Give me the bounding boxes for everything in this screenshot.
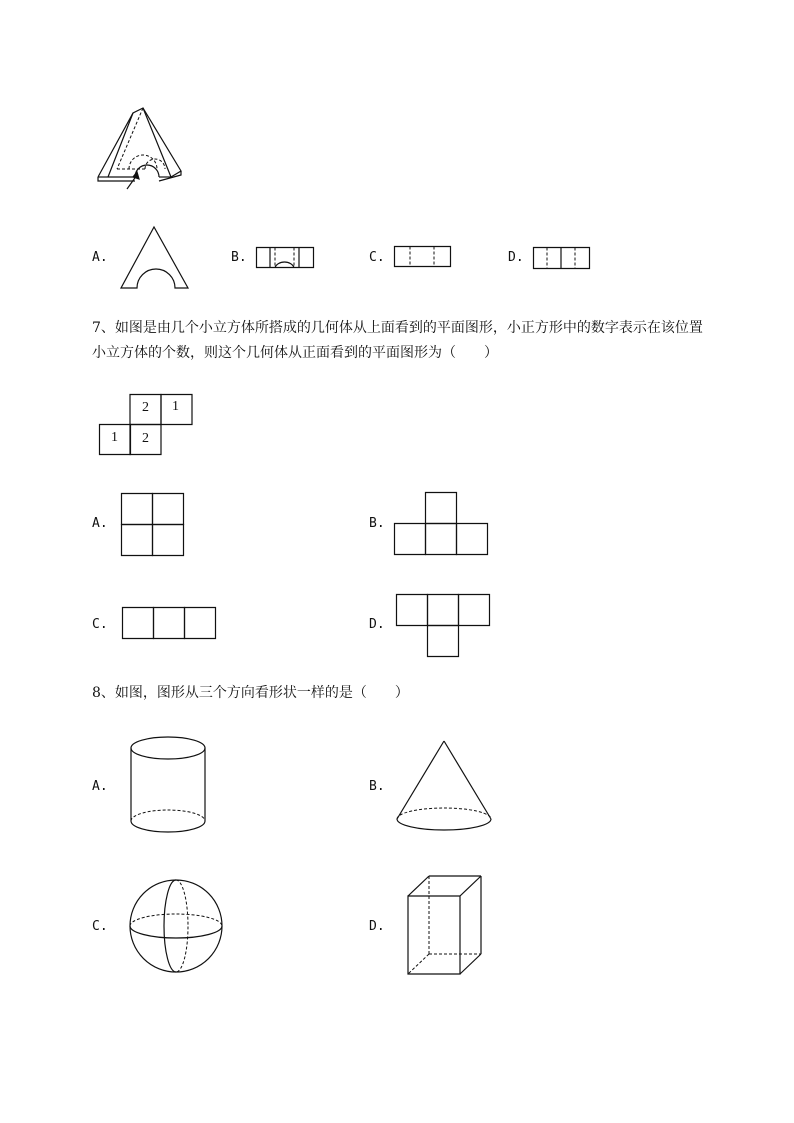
cuboid-figure	[407, 874, 487, 978]
q7-text-line2: 小立方体的个数，则这个几何体从正面看到的平面图形为（ ）	[92, 345, 498, 361]
q8-option-b-label[interactable]: B.	[369, 779, 385, 794]
q7-question-text	[92, 316, 742, 366]
q6-option-a-figure	[120, 224, 190, 290]
q6-option-d-figure	[533, 247, 593, 271]
grid-cell-bottom-right: 2	[142, 431, 149, 446]
q6-option-d-label[interactable]: D.	[508, 250, 524, 265]
tunnel-prism-figure	[95, 105, 185, 195]
q7-option-a-figure	[121, 493, 185, 557]
q8-question-text: 8、如图，图形从三个方向看形状一样的是（ ）	[92, 685, 409, 701]
cylinder-figure	[130, 735, 210, 835]
sphere-figure	[128, 878, 226, 976]
q7-text-line1: 7、如图是由几个小立方体所搭成的几何体从上面看到的平面图形，小正方形中的数字表示在该位置	[92, 320, 703, 336]
grid-cell-top-right: 1	[172, 399, 179, 414]
q8-option-d-label[interactable]: D.	[369, 919, 385, 934]
q7-option-b-label[interactable]: B.	[369, 516, 385, 531]
q7-option-b-figure	[394, 492, 490, 556]
q7-option-c-figure	[122, 607, 218, 641]
q7-top-view-grid	[99, 394, 194, 456]
q6-option-c-label[interactable]: C.	[369, 250, 385, 265]
q8-option-a-label[interactable]: A.	[92, 779, 108, 794]
cone-figure	[396, 740, 494, 832]
grid-cell-top-left: 2	[142, 400, 149, 415]
q7-option-d-figure	[396, 594, 492, 658]
q7-option-a-label[interactable]: A.	[92, 516, 108, 531]
q7-option-d-label[interactable]: D.	[369, 617, 385, 632]
q8-option-c-label[interactable]: C.	[92, 919, 108, 934]
grid-cell-bottom-left: 1	[111, 430, 118, 445]
q6-option-b-figure	[256, 247, 316, 271]
q6-option-c-figure	[394, 246, 454, 270]
q6-option-a-label[interactable]: A.	[92, 250, 108, 265]
q6-option-b-label[interactable]: B.	[231, 250, 247, 265]
q7-option-c-label[interactable]: C.	[92, 617, 108, 632]
